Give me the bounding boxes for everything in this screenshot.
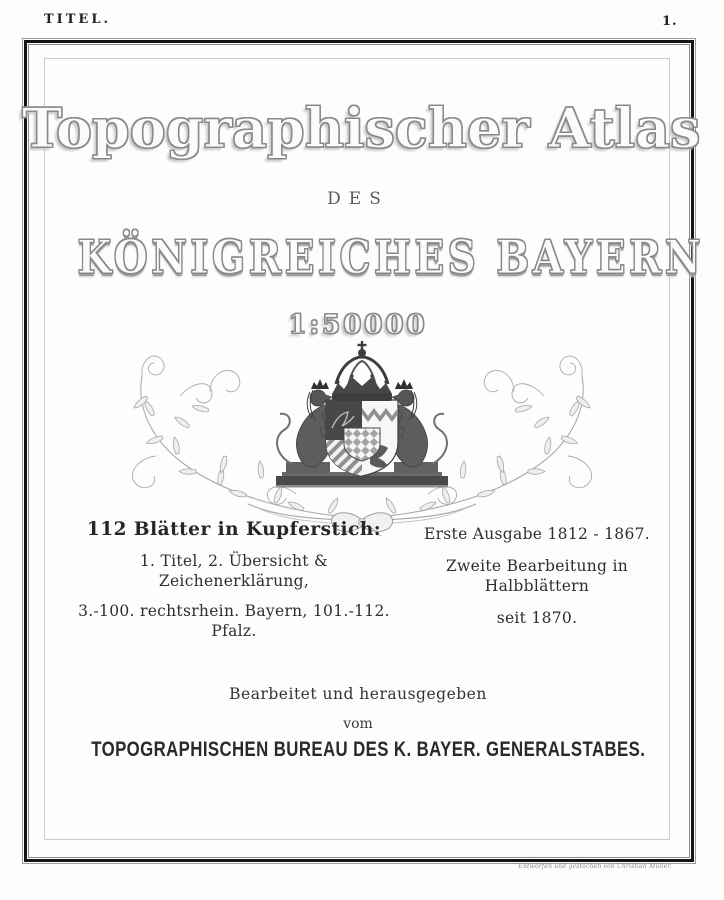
main-title: Topographischer Atlas <box>22 96 701 160</box>
quartered-shield-icon <box>326 400 398 480</box>
map-scale: 1:50000 <box>288 310 428 340</box>
edition-line-1: Erste Ausgabe 1812 - 1867. <box>423 525 651 543</box>
sheets-heading: 112 Blätter in Kupferstich: <box>86 519 382 540</box>
publisher-bureau-line <box>22 738 694 762</box>
title-des: DES <box>327 189 389 209</box>
publisher-line-1: Bearbeitet und herausgegeben <box>229 685 487 703</box>
edition-left-block <box>66 520 402 651</box>
coat-of-arms-emblem <box>60 336 664 536</box>
page-number: 1. <box>662 14 678 29</box>
kingdom-title <box>22 230 704 284</box>
running-head-title: TITEL. <box>44 12 112 27</box>
bavarian-coat-of-arms <box>276 341 448 488</box>
edition-line-2: Zweite Bearbeitung in Halbblättern <box>445 557 629 595</box>
sheets-line-1: 1. Titel, 2. Übersicht & Zeichenerklärung, <box>139 552 329 590</box>
publisher-bureau-text: TOPOGRAPHISCHEN BUREAU DES K. BAYER. GENERALSTABES. <box>91 738 646 761</box>
publisher-line-2: vom <box>343 716 373 732</box>
royal-crown-icon <box>332 341 392 401</box>
sheets-line-2: 3.-100. rechtsrhein. Bayern, 101.-112. Pfalz. <box>78 602 390 640</box>
engraver-credit: Entworfen und gestochen von Christian Müller. <box>518 863 672 870</box>
kingdom-title-text: KÖNIGREICHES BAYERN <box>77 230 704 284</box>
edition-line-3: seit 1870. <box>496 609 578 627</box>
edition-right-block <box>418 524 656 640</box>
